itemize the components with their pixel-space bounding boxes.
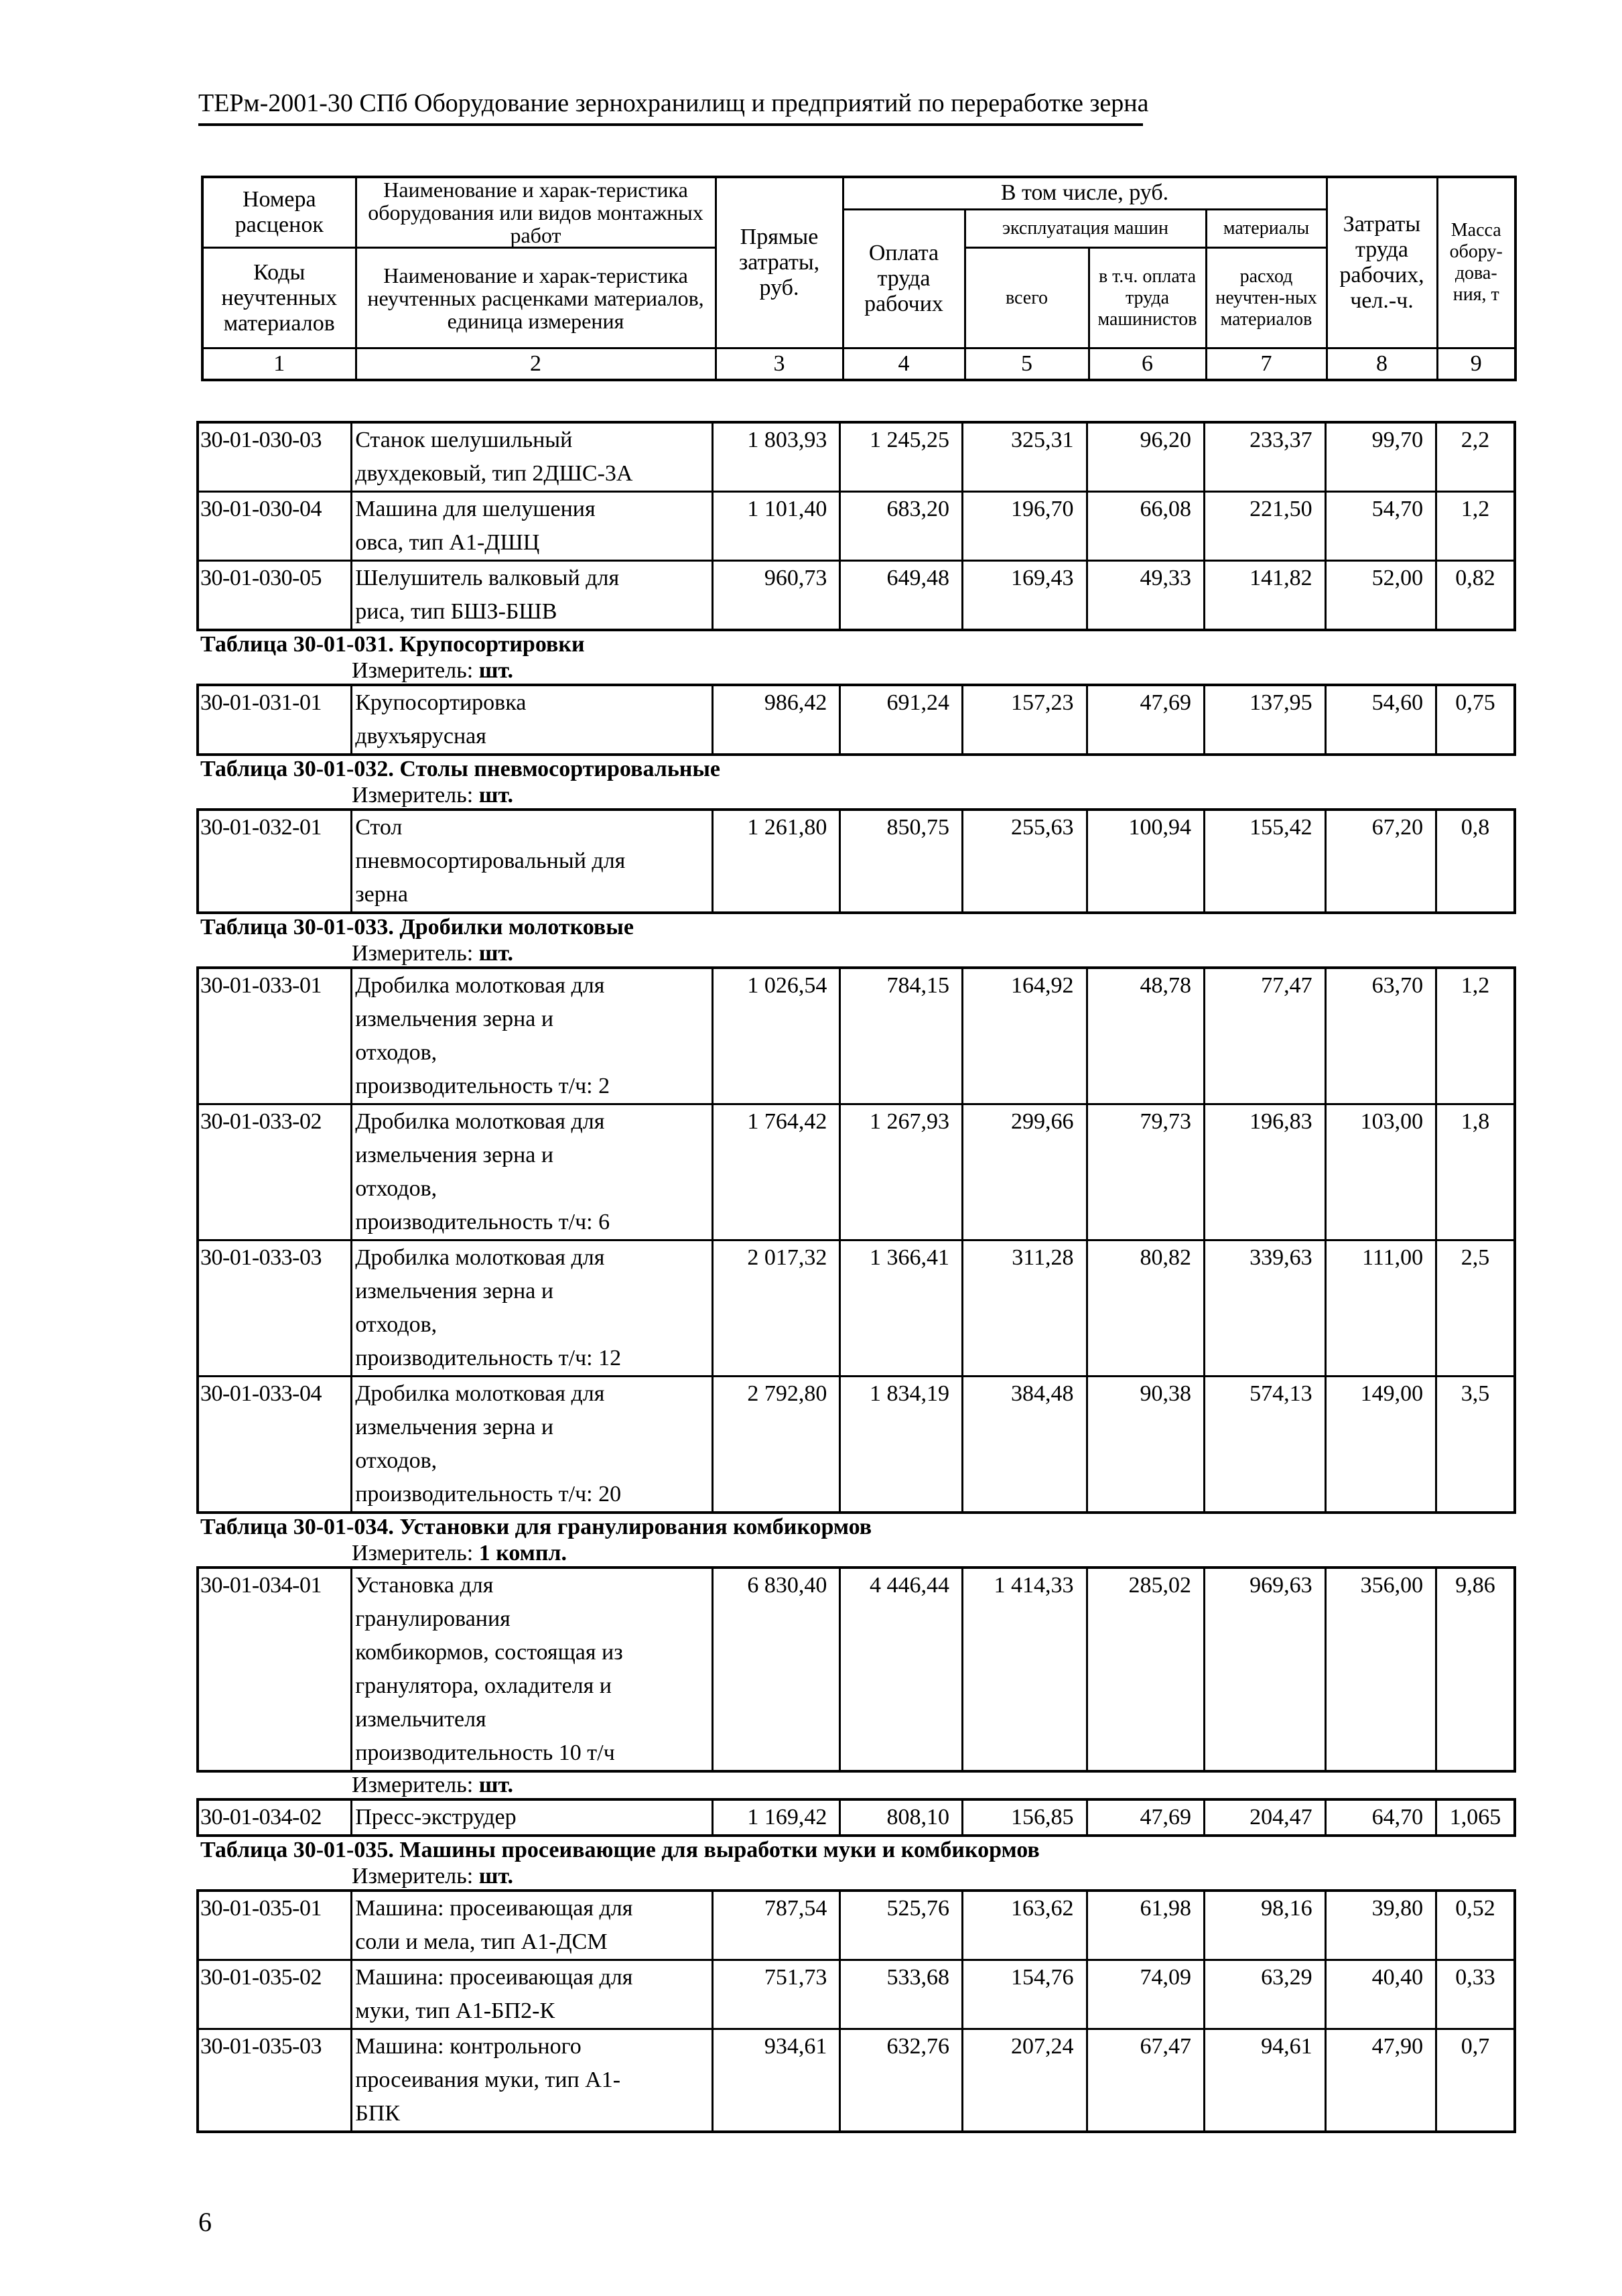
equipment-mass: 1,2 <box>1436 492 1515 561</box>
machinist-wages: 66,08 <box>1087 492 1205 561</box>
measure-value: 1 компл. <box>478 1541 567 1566</box>
machinist-wages: 47,69 <box>1087 1799 1205 1836</box>
direct-costs: 1 261,80 <box>712 810 840 913</box>
measure-unit <box>352 1773 1516 1798</box>
col-number: 3 <box>716 348 843 381</box>
labor-hours: 64,70 <box>1325 1799 1436 1836</box>
worker-wages: 1 267,93 <box>840 1104 963 1240</box>
measure-unit <box>352 658 1516 684</box>
rate-code: 30-01-032-01 <box>198 810 352 913</box>
table-row <box>198 1240 1515 1377</box>
equipment-mass: 1,8 <box>1436 1104 1515 1240</box>
rate-name: Машина: контрольного просеивания муки, тип А1- БПК <box>352 2029 713 2132</box>
col-number: 9 <box>1437 348 1515 381</box>
measure-label: Измеритель: <box>352 783 474 808</box>
col-name-header: Наименование и харак-теристика оборудования или видов монтажных работ <box>356 177 716 248</box>
equipment-mass: 0,75 <box>1436 685 1515 755</box>
labor-hours: 111,00 <box>1325 1240 1436 1377</box>
equipment-mass: 2,5 <box>1436 1240 1515 1377</box>
measure-unit <box>352 783 1516 808</box>
document-header: ТЕРм-2001-30 СПб Оборудование зернохранилищ и предприятий по переработке зерна <box>198 87 1143 126</box>
labor-hours: 54,70 <box>1325 492 1436 561</box>
col-machines-total-header: всего <box>965 248 1089 348</box>
rate-name: Машина для шелушения овса, тип А1-ДШЦ <box>352 492 713 561</box>
worker-wages: 632,76 <box>840 2029 963 2132</box>
table-row <box>198 422 1515 492</box>
worker-wages: 4 446,44 <box>840 1568 963 1771</box>
col-number: 1 <box>202 348 356 381</box>
machinist-wages: 90,38 <box>1087 1377 1205 1513</box>
table-row <box>198 561 1515 631</box>
rate-code: 30-01-035-02 <box>198 1960 352 2029</box>
materials-cost: 574,13 <box>1205 1377 1326 1513</box>
worker-wages: 850,75 <box>840 810 963 913</box>
col-number: 5 <box>965 348 1089 381</box>
worker-wages: 1 366,41 <box>840 1240 963 1377</box>
materials-cost: 196,83 <box>1205 1104 1326 1240</box>
materials-cost: 969,63 <box>1205 1568 1326 1771</box>
direct-costs: 1 169,42 <box>712 1799 840 1836</box>
table-row <box>198 685 1515 755</box>
materials-cost: 137,95 <box>1205 685 1326 755</box>
labor-hours: 67,20 <box>1325 810 1436 913</box>
rate-name: Машина: просеивающая для муки, тип А1-БП2-К <box>352 1960 713 2029</box>
labor-hours: 39,80 <box>1325 1891 1436 1960</box>
worker-wages: 683,20 <box>840 492 963 561</box>
equipment-mass: 0,8 <box>1436 810 1515 913</box>
materials-cost: 98,16 <box>1205 1891 1326 1960</box>
labor-hours: 47,90 <box>1325 2029 1436 2132</box>
table-row <box>198 810 1515 913</box>
table-row <box>198 1960 1515 2029</box>
rate-name: Стол пневмосортировальный для зерна <box>352 810 713 913</box>
worker-wages: 525,76 <box>840 1891 963 1960</box>
rate-name: Пресс-экструдер <box>352 1799 713 1836</box>
machines-total: 384,48 <box>962 1377 1087 1513</box>
rates-table <box>196 808 1516 914</box>
rate-name: Установка для гранулирования комбикормов, состоящая из гранулятора, охладителя и измельчителя производительность 10 т/ч <box>352 1568 713 1771</box>
page-number: 6 <box>198 2207 212 2237</box>
machinist-wages: 47,69 <box>1087 685 1205 755</box>
table-row <box>198 492 1515 561</box>
col-direct-costs-header: Прямые затраты, руб. <box>716 177 843 348</box>
col-machines-header: эксплуатация машин <box>965 209 1206 248</box>
machines-total: 299,66 <box>962 1104 1087 1240</box>
materials-cost: 233,37 <box>1205 422 1326 492</box>
rate-name: Дробилка молотковая для измельчения зерна и отходов, производительность т/ч: 2 <box>352 968 713 1104</box>
col-unaccounted-materials-header: расход неучтен-ных материалов <box>1206 248 1327 348</box>
machines-total: 311,28 <box>962 1240 1087 1377</box>
rate-code: 30-01-034-01 <box>198 1568 352 1771</box>
rate-name: Дробилка молотковая для измельчения зерна и отходов, производительность т/ч: 12 <box>352 1240 713 1377</box>
machinist-wages: 96,20 <box>1087 422 1205 492</box>
worker-wages: 808,10 <box>840 1799 963 1836</box>
equipment-mass: 9,86 <box>1436 1568 1515 1771</box>
measure-unit <box>352 1864 1516 1889</box>
measure-label: Измеритель: <box>352 1864 474 1889</box>
machines-total: 207,24 <box>962 2029 1087 2132</box>
worker-wages: 1 245,25 <box>840 422 963 492</box>
rates-table <box>196 966 1516 1514</box>
machinist-wages: 48,78 <box>1087 968 1205 1104</box>
machines-total: 325,31 <box>962 422 1087 492</box>
machinist-wages: 74,09 <box>1087 1960 1205 2029</box>
measure-value: шт. <box>478 1773 514 1797</box>
rate-code: 30-01-033-04 <box>198 1377 352 1513</box>
measure-unit <box>352 1541 1516 1566</box>
direct-costs: 986,42 <box>712 685 840 755</box>
equipment-mass: 2,2 <box>1436 422 1515 492</box>
table-row <box>198 1568 1515 1771</box>
rate-name: Дробилка молотковая для измельчения зерна и отходов, производительность т/ч: 6 <box>352 1104 713 1240</box>
column-header-table <box>201 176 1517 381</box>
rate-code: 30-01-035-03 <box>198 2029 352 2132</box>
machines-total: 156,85 <box>962 1799 1087 1836</box>
table-row <box>198 1891 1515 1960</box>
direct-costs: 1 026,54 <box>712 968 840 1104</box>
measure-label: Измеритель: <box>352 941 474 966</box>
labor-hours: 103,00 <box>1325 1104 1436 1240</box>
rate-code: 30-01-031-01 <box>198 685 352 755</box>
col-number: 6 <box>1089 348 1206 381</box>
equipment-mass: 0,33 <box>1436 1960 1515 2029</box>
table-title: Таблица 30-01-031. Крупосортировки <box>200 632 585 657</box>
direct-costs: 787,54 <box>712 1891 840 1960</box>
rates-table <box>196 1889 1516 2133</box>
machinist-wages: 79,73 <box>1087 1104 1205 1240</box>
machines-total: 255,63 <box>962 810 1087 913</box>
machines-total: 196,70 <box>962 492 1087 561</box>
machinist-wages: 49,33 <box>1087 561 1205 631</box>
table-title: Таблица 30-01-032. Столы пневмосортировальные <box>200 757 721 781</box>
materials-cost: 204,47 <box>1205 1799 1326 1836</box>
table-row <box>198 1377 1515 1513</box>
direct-costs: 934,61 <box>712 2029 840 2132</box>
measure-unit <box>352 941 1516 966</box>
labor-hours: 63,70 <box>1325 968 1436 1104</box>
worker-wages: 533,68 <box>840 1960 963 2029</box>
materials-cost: 339,63 <box>1205 1240 1326 1377</box>
measure-value: шт. <box>478 941 514 966</box>
materials-cost: 221,50 <box>1205 492 1326 561</box>
machinist-wages: 67,47 <box>1087 2029 1205 2132</box>
col-labor-hours-header: Затраты труда рабочих, чел.-ч. <box>1327 177 1437 348</box>
rate-name: Шелушитель валковый для риса, тип БШЗ-БШВ <box>352 561 713 631</box>
labor-hours: 149,00 <box>1325 1377 1436 1513</box>
worker-wages: 691,24 <box>840 685 963 755</box>
rates-table <box>196 684 1516 756</box>
col-rate-number-header: Номера расценок <box>202 177 356 248</box>
table-row <box>198 1104 1515 1240</box>
machines-total: 163,62 <box>962 1891 1087 1960</box>
measure-value: шт. <box>478 783 514 808</box>
materials-cost: 155,42 <box>1205 810 1326 913</box>
table-row <box>198 2029 1515 2132</box>
measure-value: шт. <box>478 658 514 683</box>
direct-costs: 1 764,42 <box>712 1104 840 1240</box>
col-material-codes-header: Коды неучтенных материалов <box>202 248 356 348</box>
direct-costs: 1 803,93 <box>712 422 840 492</box>
rate-code: 30-01-030-04 <box>198 492 352 561</box>
materials-cost: 141,82 <box>1205 561 1326 631</box>
measure-label: Измеритель: <box>352 1773 474 1797</box>
col-wages-header: Оплата труда рабочих <box>843 209 965 348</box>
col-number: 8 <box>1327 348 1437 381</box>
col-mass-header: Масса обору-дова-ния, т <box>1437 177 1515 348</box>
equipment-mass: 3,5 <box>1436 1377 1515 1513</box>
col-material-name-header: Наименование и харак-теристика неучтенных расценками материалов, единица измерения <box>356 248 716 348</box>
col-including-header: В том числе, руб. <box>843 177 1327 209</box>
rate-code: 30-01-030-03 <box>198 422 352 492</box>
col-number: 2 <box>356 348 716 381</box>
table-title: Таблица 30-01-035. Машины просеивающие для выработки муки и комбикормов <box>200 1838 1040 1862</box>
table-title: Таблица 30-01-034. Установки для гранулирования комбикормов <box>200 1515 872 1539</box>
direct-costs: 2 017,32 <box>712 1240 840 1377</box>
labor-hours: 40,40 <box>1325 1960 1436 2029</box>
direct-costs: 1 101,40 <box>712 492 840 561</box>
machines-total: 154,76 <box>962 1960 1087 2029</box>
col-machinist-wages-header: в т.ч. оплата труда машинистов <box>1089 248 1206 348</box>
materials-cost: 63,29 <box>1205 1960 1326 2029</box>
equipment-mass: 0,52 <box>1436 1891 1515 1960</box>
machines-total: 169,43 <box>962 561 1087 631</box>
rate-code: 30-01-030-05 <box>198 561 352 631</box>
labor-hours: 356,00 <box>1325 1568 1436 1771</box>
machines-total: 1 414,33 <box>962 1568 1087 1771</box>
direct-costs: 960,73 <box>712 561 840 631</box>
machines-total: 164,92 <box>962 968 1087 1104</box>
rate-code: 30-01-033-02 <box>198 1104 352 1240</box>
worker-wages: 784,15 <box>840 968 963 1104</box>
col-number: 4 <box>843 348 965 381</box>
direct-costs: 2 792,80 <box>712 1377 840 1513</box>
rate-name: Машина: просеивающая для соли и мела, тип А1-ДСМ <box>352 1891 713 1960</box>
table-title: Таблица 30-01-033. Дробилки молотковые <box>200 915 634 940</box>
rate-code: 30-01-034-02 <box>198 1799 352 1836</box>
labor-hours: 54,60 <box>1325 685 1436 755</box>
machinist-wages: 285,02 <box>1087 1568 1205 1771</box>
table-row <box>198 968 1515 1104</box>
equipment-mass: 0,82 <box>1436 561 1515 631</box>
rates-table <box>196 421 1516 631</box>
labor-hours: 52,00 <box>1325 561 1436 631</box>
machinist-wages: 100,94 <box>1087 810 1205 913</box>
measure-label: Измеритель: <box>352 1541 474 1566</box>
rate-code: 30-01-033-01 <box>198 968 352 1104</box>
materials-cost: 94,61 <box>1205 2029 1326 2132</box>
labor-hours: 99,70 <box>1325 422 1436 492</box>
machinist-wages: 80,82 <box>1087 1240 1205 1377</box>
worker-wages: 1 834,19 <box>840 1377 963 1513</box>
col-number: 7 <box>1206 348 1327 381</box>
rates-table <box>196 1566 1516 1773</box>
col-materials-header: материалы <box>1206 209 1327 248</box>
rates-table <box>196 1798 1516 1837</box>
measure-label: Измеритель: <box>352 658 474 683</box>
rate-code: 30-01-033-03 <box>198 1240 352 1377</box>
materials-cost: 77,47 <box>1205 968 1326 1104</box>
table-row <box>198 1799 1515 1836</box>
rate-name: Дробилка молотковая для измельчения зерна и отходов, производительность т/ч: 20 <box>352 1377 713 1513</box>
direct-costs: 751,73 <box>712 1960 840 2029</box>
direct-costs: 6 830,40 <box>712 1568 840 1771</box>
rate-name: Крупосортировка двухъярусная <box>352 685 713 755</box>
equipment-mass: 1,065 <box>1436 1799 1515 1836</box>
rates-body <box>196 421 1516 2133</box>
machinist-wages: 61,98 <box>1087 1891 1205 1960</box>
rate-name: Станок шелушильный двухдековый, тип 2ДШС-3А <box>352 422 713 492</box>
measure-value: шт. <box>478 1864 514 1889</box>
equipment-mass: 1,2 <box>1436 968 1515 1104</box>
worker-wages: 649,48 <box>840 561 963 631</box>
rate-code: 30-01-035-01 <box>198 1891 352 1960</box>
machines-total: 157,23 <box>962 685 1087 755</box>
equipment-mass: 0,7 <box>1436 2029 1515 2132</box>
